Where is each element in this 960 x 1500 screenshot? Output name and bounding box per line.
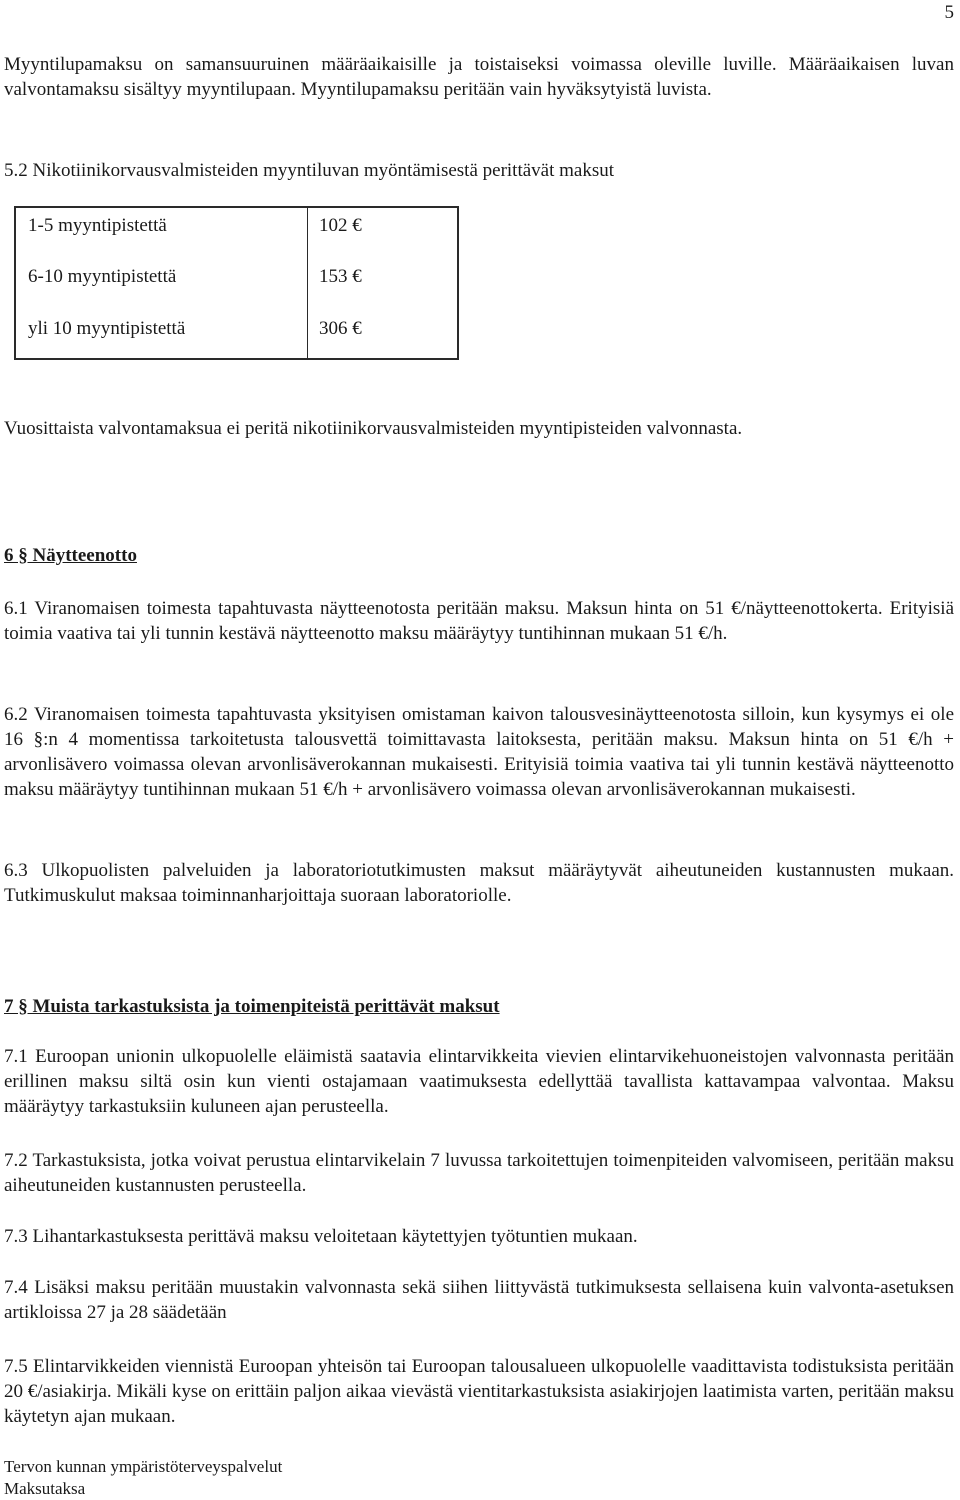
fee-value: 102 € bbox=[319, 215, 362, 236]
fee-row bbox=[16, 316, 457, 341]
intro-paragraph: Myyntilupamaksu on samansuuruinen määräaikaisille ja toistaiseksi voimassa oleville luville. Määräaikaisen luvan valvontamaksu sisältyy myyntilupaan. Myyntilupamaksu peritään vain hyväksytyistä luvista. bbox=[4, 54, 954, 100]
section-7-5-paragraph: 7.5 Elintarvikkeiden viennistä Euroopan yhteisön tai Euroopan talousalueen ulkopuolelle vaadittavista todistuksista peritään 20 €/asiakirja. Mikäli kyse on erittäin paljon aikaa vievästä vientitarkastuksista asiakirjojen laatimista varten, peritään maksu käytetyn ajan mukaan. bbox=[4, 1356, 954, 1427]
fee-row bbox=[16, 264, 457, 289]
fee-value: 306 € bbox=[319, 318, 362, 339]
section-7-2-paragraph: 7.2 Tarkastuksista, jotka voivat perustua elintarvikelain 7 luvussa tarkoitettujen toimenpiteiden valvomiseen, peritään maksu aiheutuneiden kustannusten perusteella. bbox=[4, 1150, 954, 1196]
fee-label: 1-5 myyntipistettä bbox=[28, 215, 167, 236]
section-7-4-paragraph: 7.4 Lisäksi maksu peritään muustakin valvonnasta sekä siihen liittyvästä tutkimuksesta sellaisena kuin valvonta-asetuksen artikloissa 27 ja 28 säädetään bbox=[4, 1277, 954, 1323]
fee-value: 153 € bbox=[319, 266, 362, 287]
fee-table bbox=[14, 206, 459, 360]
section-5-2-title: 5.2 Nikotiinikorvausvalmisteiden myyntiluvan myöntämisestä perittävät maksut bbox=[4, 160, 615, 181]
page-number: 5 bbox=[944, 2, 954, 23]
footer-organization: Tervon kunnan ympäristöterveyspalvelut bbox=[4, 1457, 283, 1476]
section-6-1-paragraph: 6.1 Viranomaisen toimesta tapahtuvasta näytteenotosta peritään maksu. Maksun hinta on 51 €/näytteenottokerta. Erityisiä toimia vaativa tai yli tunnin kestävä näytteenotto maksu määräytyy tuntihinnan mukaan 51 €/h. bbox=[4, 598, 954, 644]
section-6-2-paragraph: 6.2 Viranomaisen toimesta tapahtuvasta yksityisen omistaman kaivon talousvesinäytteenotosta silloin, kun kysymys ei ole 16 §:n 4 momentissa tarkoitetusta talousvettä toimittavasta laitoksesta, peritään maksu. Maksun hinta on 51 €/h + arvonlisävero voimassa olevan arvonlisäverokannan mukaisesti. Erityisiä toimia vaativa tai yli tunnin kestävä näytteenotto maksu määräytyy tuntihinnan mukaan 51 €/h + arvonlisävero voimassa olevan arvonlisäverokannan mukaisesti. bbox=[4, 704, 954, 800]
section-7-3-paragraph: 7.3 Lihantarkastuksesta perittävä maksu veloitetaan käytettyjen työtuntien mukaan. bbox=[4, 1226, 638, 1247]
section-7-1-paragraph: 7.1 Euroopan unionin ulkopuolelle eläimistä saatavia elintarvikkeita vievien elintarvikehuoneistojen valvonnasta peritään erillinen maksu siltä osin kun vienti ostajamaan vaatimuksesta edellyttää tavallista kattavampaa valvontaa. Maksu määräytyy tarkastuksiin kuluneen ajan perusteella. bbox=[4, 1046, 954, 1117]
fee-row bbox=[16, 213, 457, 238]
fee-label: 6-10 myyntipistettä bbox=[28, 266, 177, 287]
footer-document-title: Maksutaksa bbox=[4, 1479, 86, 1498]
section-6-3-paragraph: 6.3 Ulkopuolisten palveluiden ja laboratoriotutkimusten maksut määräytyvät aiheutuneiden kustannusten mukaan. Tutkimuskulut maksaa toiminnanharjoittaja suoraan laboratoriolle. bbox=[4, 860, 954, 906]
section-6-heading: 6 § Näytteenotto bbox=[4, 545, 137, 566]
section-7-heading: 7 § Muista tarkastuksista ja toimenpiteistä perittävät maksut bbox=[4, 996, 500, 1017]
fee-label: yli 10 myyntipistettä bbox=[28, 318, 186, 339]
section-5-2-note: Vuosittaista valvontamaksua ei peritä nikotiinikorvausvalmisteiden myyntipisteiden valvonnasta. bbox=[4, 418, 743, 439]
